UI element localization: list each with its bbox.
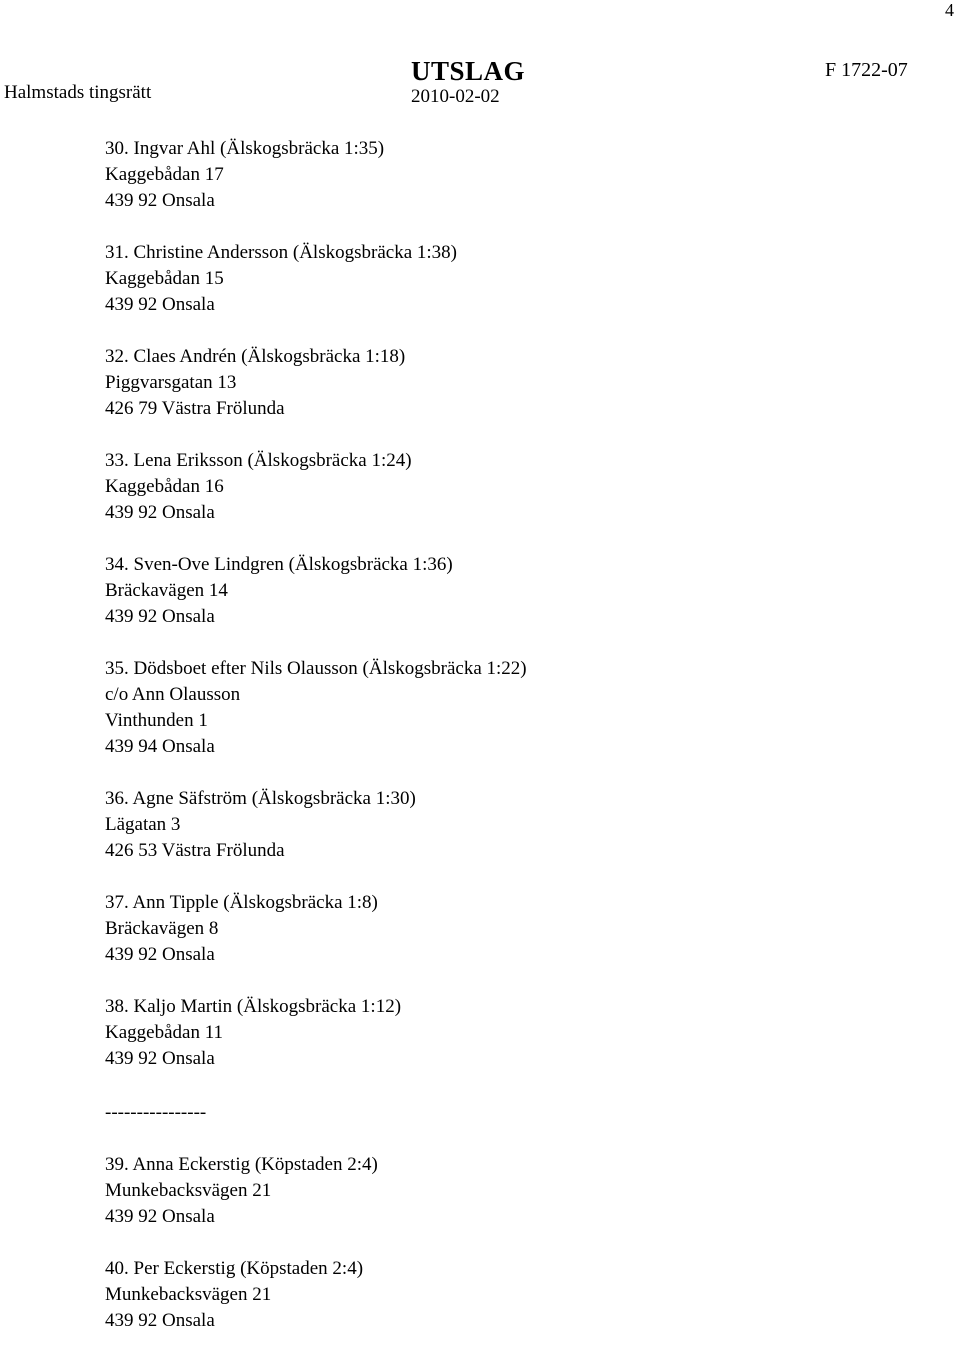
party-entry bbox=[105, 994, 527, 1072]
party-entry bbox=[105, 890, 527, 968]
party-name: 32. Claes Andrén (Älskogsbräcka 1:18) bbox=[105, 346, 406, 367]
party-list bbox=[105, 136, 527, 1098]
address-line: Kaggebådan 15 bbox=[105, 268, 224, 289]
address-line: Kaggebådan 11 bbox=[105, 1022, 223, 1043]
address-line: Munkebacksvägen 21 bbox=[105, 1180, 272, 1201]
party-name: 30. Ingvar Ahl (Älskogsbräcka 1:35) bbox=[105, 138, 385, 159]
party-entry bbox=[105, 656, 527, 760]
party-entry bbox=[105, 786, 527, 864]
party-name: 40. Per Eckerstig (Köpstaden 2:4) bbox=[105, 1258, 364, 1279]
address-line: 426 53 Västra Frölunda bbox=[105, 840, 285, 861]
address-line: c/o Ann Olausson bbox=[105, 684, 241, 705]
address-line: Piggvarsgatan 13 bbox=[105, 372, 237, 393]
address-line: 439 94 Onsala bbox=[105, 736, 215, 757]
page-number: 4 bbox=[945, 0, 954, 20]
address-line: 439 92 Onsala bbox=[105, 294, 215, 315]
party-name: 35. Dödsboet efter Nils Olausson (Älskogsbräcka 1:22) bbox=[105, 658, 527, 679]
party-name: 34. Sven-Ove Lindgren (Älskogsbräcka 1:36) bbox=[105, 554, 453, 575]
address-line: 439 92 Onsala bbox=[105, 944, 215, 965]
address-line: 439 92 Onsala bbox=[105, 1048, 215, 1069]
document-header bbox=[0, 56, 960, 116]
party-list-continued bbox=[105, 1152, 378, 1360]
address-line: Bräckavägen 8 bbox=[105, 918, 219, 939]
address-line: Munkebacksvägen 21 bbox=[105, 1284, 272, 1305]
party-name: 31. Christine Andersson (Älskogsbräcka 1:38) bbox=[105, 242, 457, 263]
party-name: 36. Agne Säfström (Älskogsbräcka 1:30) bbox=[105, 788, 416, 809]
party-entry bbox=[105, 136, 527, 214]
party-name: 33. Lena Eriksson (Älskogsbräcka 1:24) bbox=[105, 450, 412, 471]
case-number: F 1722-07 bbox=[825, 59, 908, 81]
court-name: Halmstads tingsrätt bbox=[4, 82, 152, 103]
document-title: UTSLAG bbox=[411, 56, 526, 86]
party-entry bbox=[105, 448, 527, 526]
address-line: Lägatan 3 bbox=[105, 814, 181, 835]
party-name: 38. Kaljo Martin (Älskogsbräcka 1:12) bbox=[105, 996, 402, 1017]
address-line: 439 92 Onsala bbox=[105, 190, 215, 211]
title-block bbox=[411, 56, 525, 108]
address-line: 439 92 Onsala bbox=[105, 502, 215, 523]
document-date: 2010-02-02 bbox=[411, 86, 500, 107]
party-entry bbox=[105, 240, 527, 318]
address-line: 426 79 Västra Frölunda bbox=[105, 398, 285, 419]
party-entry bbox=[105, 1256, 378, 1334]
separator-line: ---------------- bbox=[105, 1102, 207, 1123]
party-entry bbox=[105, 1152, 378, 1230]
address-line: Bräckavägen 14 bbox=[105, 580, 228, 601]
address-line: Vinthunden 1 bbox=[105, 710, 208, 731]
party-entry bbox=[105, 552, 527, 630]
party-name: 39. Anna Eckerstig (Köpstaden 2:4) bbox=[105, 1154, 378, 1175]
party-entry bbox=[105, 344, 527, 422]
address-line: Kaggebådan 17 bbox=[105, 164, 224, 185]
address-line: 439 92 Onsala bbox=[105, 606, 215, 627]
address-line: 439 92 Onsala bbox=[105, 1206, 215, 1227]
address-line: 439 92 Onsala bbox=[105, 1310, 215, 1331]
party-name: 37. Ann Tipple (Älskogsbräcka 1:8) bbox=[105, 892, 378, 913]
address-line: Kaggebådan 16 bbox=[105, 476, 224, 497]
